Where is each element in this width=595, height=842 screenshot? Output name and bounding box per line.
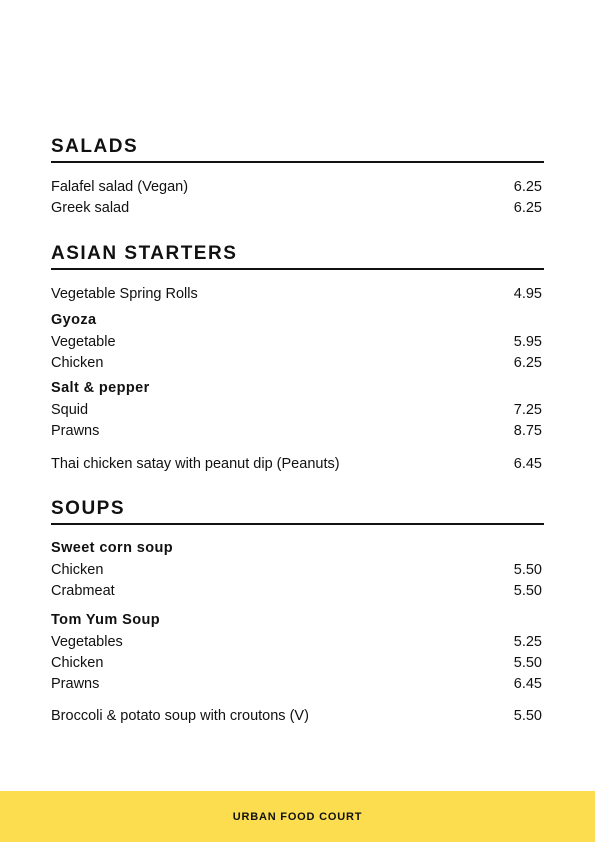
item-price: 5.25 (513, 633, 542, 650)
item-price: 6.25 (513, 178, 542, 195)
salads-section (51, 136, 544, 216)
soups-section (51, 498, 544, 724)
asian-starters-heading: ASIAN STARTERS (51, 243, 544, 270)
item-price: 6.45 (513, 455, 542, 472)
item-price: 6.25 (513, 354, 542, 371)
item-name: Vegetables (51, 633, 123, 650)
menu-item (51, 420, 542, 441)
item-price: 8.75 (513, 422, 542, 439)
footer-bar (0, 791, 595, 842)
item-price: 4.95 (513, 285, 542, 302)
item-price: 6.45 (513, 675, 542, 692)
menu-item (51, 197, 542, 218)
footer-brand: URBAN FOOD COURT (232, 810, 363, 823)
item-price: 5.50 (513, 582, 542, 599)
item-name: Prawns (51, 422, 100, 439)
menu-item (51, 631, 542, 652)
item-price: 6.25 (513, 199, 542, 216)
item-name: Prawns (51, 675, 100, 692)
menu-item (51, 580, 542, 601)
menu-item (51, 283, 542, 304)
menu-item (51, 399, 542, 420)
item-price: 5.50 (513, 654, 542, 671)
item-name: Greek salad (51, 199, 130, 216)
item-name: Chicken (51, 561, 104, 578)
item-name: Vegetable Spring Rolls (51, 285, 198, 302)
gyoza-subheading: Gyoza (51, 312, 97, 328)
item-name: Thai chicken satay with peanut dip (Peanuts) (51, 455, 340, 472)
item-name: Falafel salad (Vegan) (51, 178, 189, 195)
item-name: Crabmeat (51, 582, 115, 599)
item-name: Chicken (51, 354, 104, 371)
item-price: 7.25 (513, 401, 542, 418)
salads-heading: SALADS (51, 136, 544, 163)
item-price: 5.50 (513, 561, 542, 578)
menu-item (51, 176, 542, 197)
item-name: Chicken (51, 654, 104, 671)
soups-heading: SOUPS (51, 498, 544, 525)
menu-item (51, 673, 542, 694)
salt-pepper-subheading: Salt & pepper (51, 380, 150, 396)
menu-item (51, 705, 542, 726)
item-name: Broccoli & potato soup with croutons (V) (51, 707, 309, 724)
menu-item (51, 352, 542, 373)
item-price: 5.50 (513, 707, 542, 724)
menu-item (51, 331, 542, 352)
item-name: Vegetable (51, 333, 116, 350)
sweet-corn-subheading: Sweet corn soup (51, 540, 174, 556)
item-price: 5.95 (513, 333, 542, 350)
menu-item (51, 559, 542, 580)
tom-yum-subheading: Tom Yum Soup (51, 612, 160, 628)
asian-starters-section (51, 243, 544, 472)
menu-item (51, 652, 542, 673)
item-name: Squid (51, 401, 89, 418)
menu-item (51, 453, 542, 474)
